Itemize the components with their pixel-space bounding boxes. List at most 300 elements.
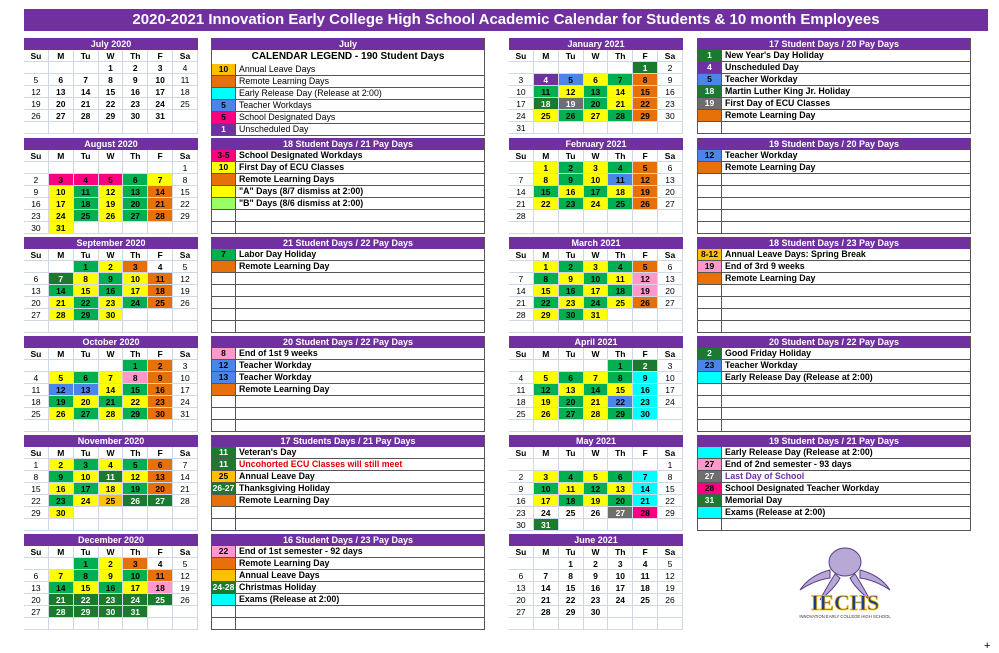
day-cell [49,558,74,570]
weekday-label: Th [123,348,148,360]
week-row [24,594,198,606]
day-cell: 9 [49,471,74,483]
day-cell [49,618,74,630]
legend-header: 19 Student Days / 21 Pay Days [698,435,970,447]
day-cell: 5 [534,372,559,384]
week-row [24,309,198,321]
weekday-label: M [49,249,74,261]
weekday-label: Th [608,150,633,162]
legend-row [212,76,484,88]
weekday-label: Su [24,447,49,459]
day-cell: 16 [99,582,124,594]
legend-text [722,519,970,530]
day-cell [633,606,658,618]
day-cell: 10 [123,273,148,285]
day-cell [24,420,49,432]
day-cell: 16 [49,483,74,495]
legend-code [212,186,236,197]
legend-code [698,273,722,284]
legend-row [212,64,484,76]
legend-text: Teacher Workday [239,360,312,370]
legend-row [212,249,484,261]
day-cell: 10 [584,273,609,285]
legend-code [212,261,236,272]
day-cell: 10 [123,570,148,582]
legend-row [212,420,484,432]
day-cell [608,62,633,74]
day-cell: 21 [49,297,74,309]
day-cell: 14 [584,384,609,396]
legend-row [698,198,970,210]
day-cell: 31 [509,122,534,134]
legend-text: New Year's Day Holiday [725,50,824,60]
calendar-may [509,435,683,531]
day-cell: 17 [173,384,198,396]
legend-code: 2 [698,348,722,359]
day-cell: 15 [559,582,584,594]
day-cell: 16 [99,285,124,297]
day-cell [559,360,584,372]
weekday-label: Su [509,249,534,261]
weekday-label: Su [24,249,49,261]
day-cell: 25 [74,210,99,222]
legend-code [698,122,722,133]
day-cell: 3 [49,174,74,186]
legend-text [236,396,484,407]
day-cell: 13 [24,582,49,594]
weekday-label: F [633,249,658,261]
legend-text: Teacher Workday [725,150,798,160]
day-cell: 30 [99,309,124,321]
weekday-label: Su [24,50,49,62]
day-cell: 17 [584,186,609,198]
weekday-label: M [534,150,559,162]
day-cell: 19 [534,396,559,408]
legend-text: Teacher Workdays [239,100,312,110]
day-cell: 2 [584,558,609,570]
legend-row [698,186,970,198]
day-cell: 21 [608,98,633,110]
legend-row [212,507,484,519]
weekday-label: Th [608,249,633,261]
day-cell [49,360,74,372]
day-cell [534,210,559,222]
legend-code: 23 [698,360,722,371]
day-cell [74,222,99,234]
day-cell: 25 [148,594,173,606]
day-cell: 27 [658,297,683,309]
day-cell [173,321,198,333]
logo-text: IECHS [810,590,880,615]
day-cell: 1 [123,360,148,372]
day-cell: 7 [173,459,198,471]
legend-code: 10 [212,162,236,173]
day-cell: 30 [123,110,148,122]
legend-row [212,297,484,309]
day-cell [534,222,559,234]
day-cell: 29 [99,110,124,122]
day-cell: 7 [608,74,633,86]
legend-code [212,210,236,221]
week-row [509,321,683,333]
day-cell: 27 [658,198,683,210]
day-cell: 27 [608,507,633,519]
legend-code: 7 [212,249,236,260]
day-cell: 1 [633,62,658,74]
weekday-label: W [99,249,124,261]
day-cell: 22 [24,495,49,507]
day-cell: 1 [534,162,559,174]
month-title: May 2021 [509,435,683,447]
legend-aug [211,138,485,234]
week-row [24,321,198,333]
day-cell: 6 [24,570,49,582]
day-cell: 14 [534,582,559,594]
week-row [509,273,683,285]
week-row [509,98,683,110]
legend-code: 31 [698,495,722,506]
day-cell [509,420,534,432]
day-cell: 11 [24,384,49,396]
day-cell: 10 [534,483,559,495]
weekday-label: Tu [559,348,584,360]
day-cell: 21 [633,495,658,507]
month-title: April 2021 [509,336,683,348]
day-cell: 22 [173,198,198,210]
day-cell: 8 [123,372,148,384]
legend-code: 18 [698,86,722,97]
day-cell [123,222,148,234]
day-cell: 2 [148,360,173,372]
day-cell [49,321,74,333]
weekday-label: W [584,150,609,162]
day-cell: 26 [658,594,683,606]
day-cell: 13 [49,86,74,98]
day-cell: 7 [74,74,99,86]
day-cell: 28 [534,606,559,618]
day-cell: 30 [148,408,173,420]
day-cell [509,321,534,333]
week-row [509,285,683,297]
day-cell: 20 [559,396,584,408]
week-row [509,210,683,222]
day-cell: 2 [123,62,148,74]
day-cell [559,420,584,432]
legend-text: Veteran's Day [239,447,297,457]
legend-row [698,519,970,531]
day-cell [633,122,658,134]
day-cell: 26 [24,110,49,122]
legend-code: 19 [698,98,722,109]
day-cell: 20 [509,594,534,606]
day-cell: 14 [74,86,99,98]
legend-row [212,210,484,222]
weekday-label: Tu [559,447,584,459]
day-cell: 16 [584,582,609,594]
day-cell [123,519,148,531]
legend-code [212,396,236,407]
day-cell: 16 [509,495,534,507]
legend-text [236,408,484,419]
day-cell: 17 [123,582,148,594]
legend-text: Remote Learning Day [239,261,330,271]
legend-header: 18 Student Days / 21 Pay Days [212,138,484,150]
day-cell: 26 [584,507,609,519]
legend-text: First Day of ECU Classes [239,162,345,172]
day-cell [559,122,584,134]
day-cell: 13 [148,471,173,483]
day-cell [658,122,683,134]
legend-text [236,210,484,221]
legend-text: Good Friday Holiday [725,348,812,358]
legend-may [697,435,971,531]
weekday-label: F [148,447,173,459]
day-cell [658,309,683,321]
day-cell: 4 [534,74,559,86]
day-cell [584,618,609,630]
day-cell [173,420,198,432]
day-cell [633,210,658,222]
day-cell [74,507,99,519]
day-cell [49,62,74,74]
legend-code [212,570,236,581]
day-cell: 29 [173,210,198,222]
day-cell [608,210,633,222]
day-cell: 29 [123,408,148,420]
day-cell: 21 [584,396,609,408]
day-cell: 21 [99,396,124,408]
day-cell: 14 [49,582,74,594]
day-cell: 18 [24,396,49,408]
day-cell: 25 [633,594,658,606]
legend-text: Uncohorted ECU Classes will still meet [239,459,403,469]
day-cell: 24 [49,210,74,222]
legend-nov [211,435,485,531]
legend-code [698,186,722,197]
day-cell: 28 [584,408,609,420]
week-row [509,122,683,134]
weekday-label: F [633,447,658,459]
legend-row [212,546,484,558]
calendar-mar [509,237,683,333]
legend-text: Remote Learning Day [725,110,816,120]
weekday-label: M [49,50,74,62]
day-cell: 29 [24,507,49,519]
legend-row [698,285,970,297]
day-cell: 19 [99,198,124,210]
legend-row [212,372,484,384]
legend-code: 27 [698,471,722,482]
day-cell: 30 [24,222,49,234]
legend-row [212,285,484,297]
day-cell [49,420,74,432]
weekday-label: F [148,546,173,558]
day-cell: 22 [534,198,559,210]
weekday-label: M [49,150,74,162]
legend-text: End of 3rd 9 weeks [725,261,805,271]
legend-row [698,98,970,110]
weekday-label: Th [123,150,148,162]
day-cell: 18 [559,495,584,507]
day-cell: 31 [148,110,173,122]
day-cell [633,618,658,630]
weekday-label: Tu [74,50,99,62]
legend-text: Teacher Workday [725,360,798,370]
calendar-jun [509,534,683,630]
day-cell: 30 [559,309,584,321]
weekday-label: Su [509,546,534,558]
weekday-label: Tu [559,150,584,162]
day-cell: 18 [534,98,559,110]
day-cell: 23 [123,98,148,110]
day-cell: 28 [49,606,74,618]
day-cell: 22 [99,98,124,110]
weekday-label: W [584,249,609,261]
week-row [24,261,198,273]
legend-code [212,519,236,530]
day-cell: 4 [633,558,658,570]
weekday-label: Tu [74,546,99,558]
weekday-label: M [534,348,559,360]
day-cell: 27 [24,309,49,321]
legend-header: 21 Student Days / 22 Pay Days [212,237,484,249]
day-cell: 19 [173,285,198,297]
weekday-label: Th [123,546,148,558]
day-cell: 6 [74,372,99,384]
legend-text [722,210,970,221]
week-row [24,459,198,471]
day-cell: 25 [509,408,534,420]
legend-code [698,222,722,233]
day-cell [24,321,49,333]
day-cell: 4 [24,372,49,384]
day-cell: 16 [559,285,584,297]
legend-row [212,198,484,210]
legend-text: Christmas Holiday [239,582,317,592]
legend-row [698,222,970,234]
legend-row [212,150,484,162]
day-cell: 7 [49,570,74,582]
legend-code: 27 [698,459,722,470]
day-cell: 18 [148,582,173,594]
legend-text: "A" Days (8/7 dismiss at 2:00) [239,186,364,196]
day-cell: 23 [658,98,683,110]
legend-row [212,162,484,174]
day-cell: 24 [123,594,148,606]
legend-row [212,582,484,594]
day-cell: 27 [148,495,173,507]
week-row [24,162,198,174]
legend-text [722,384,970,395]
day-cell: 9 [99,570,124,582]
day-cell: 22 [559,594,584,606]
day-cell: 23 [24,210,49,222]
month-title: June 2021 [509,534,683,546]
legend-text: Teacher Workday [725,74,798,84]
weekday-label: Tu [74,447,99,459]
weekday-label: Su [24,546,49,558]
day-cell: 1 [173,162,198,174]
legend-code [212,198,236,209]
week-row [24,222,198,234]
day-cell: 4 [173,62,198,74]
day-cell: 6 [658,162,683,174]
legend-code [212,273,236,284]
day-cell: 28 [509,210,534,222]
day-cell [608,309,633,321]
day-cell: 12 [633,273,658,285]
weekday-label: Su [24,150,49,162]
legend-code [212,174,236,185]
legend-text: Martin Luther King Jr. Holiday [725,86,851,96]
legend-code: 24-28 [212,582,235,592]
day-cell [584,222,609,234]
day-cell: 12 [633,174,658,186]
day-cell: 12 [123,471,148,483]
day-cell: 28 [173,495,198,507]
day-cell: 12 [559,86,584,98]
day-cell [608,618,633,630]
legend-text [236,606,484,617]
day-cell: 19 [123,483,148,495]
day-cell [99,420,124,432]
day-cell: 24 [509,110,534,122]
week-row [24,384,198,396]
day-cell: 4 [148,558,173,570]
legend-text: Annual Leave Days [239,570,320,580]
day-cell [148,519,173,531]
legend-text: Early Release Day (Release at 2:00) [725,447,873,457]
legend-row [212,88,484,100]
weekday-label: F [633,546,658,558]
day-cell: 13 [559,384,584,396]
legend-code: 5 [698,74,722,85]
day-cell: 17 [658,384,683,396]
day-cell [608,420,633,432]
day-cell: 13 [24,285,49,297]
day-cell: 27 [509,606,534,618]
day-cell: 10 [509,86,534,98]
week-row [509,309,683,321]
week-row [509,198,683,210]
legend-row [212,447,484,459]
day-cell [24,360,49,372]
legend-code [698,309,722,320]
day-cell: 22 [658,495,683,507]
legend-code [212,420,236,431]
week-row [509,62,683,74]
legend-text: End of 2nd semester - 93 days [725,459,852,469]
legend-text [722,198,970,209]
day-cell: 13 [658,174,683,186]
week-row [509,570,683,582]
legend-row [698,297,970,309]
legend-header: 17 Student Days / 20 Pay Days [698,38,970,50]
day-cell: 19 [173,582,198,594]
day-cell [633,519,658,531]
legend-row [212,471,484,483]
week-row [24,372,198,384]
legend-row [698,261,970,273]
day-cell: 4 [74,174,99,186]
day-cell: 17 [49,198,74,210]
day-cell [99,122,124,134]
weekday-label: Su [509,150,534,162]
day-cell: 5 [24,74,49,86]
week-row [24,408,198,420]
legend-code [698,285,722,296]
weekday-label: Su [24,348,49,360]
